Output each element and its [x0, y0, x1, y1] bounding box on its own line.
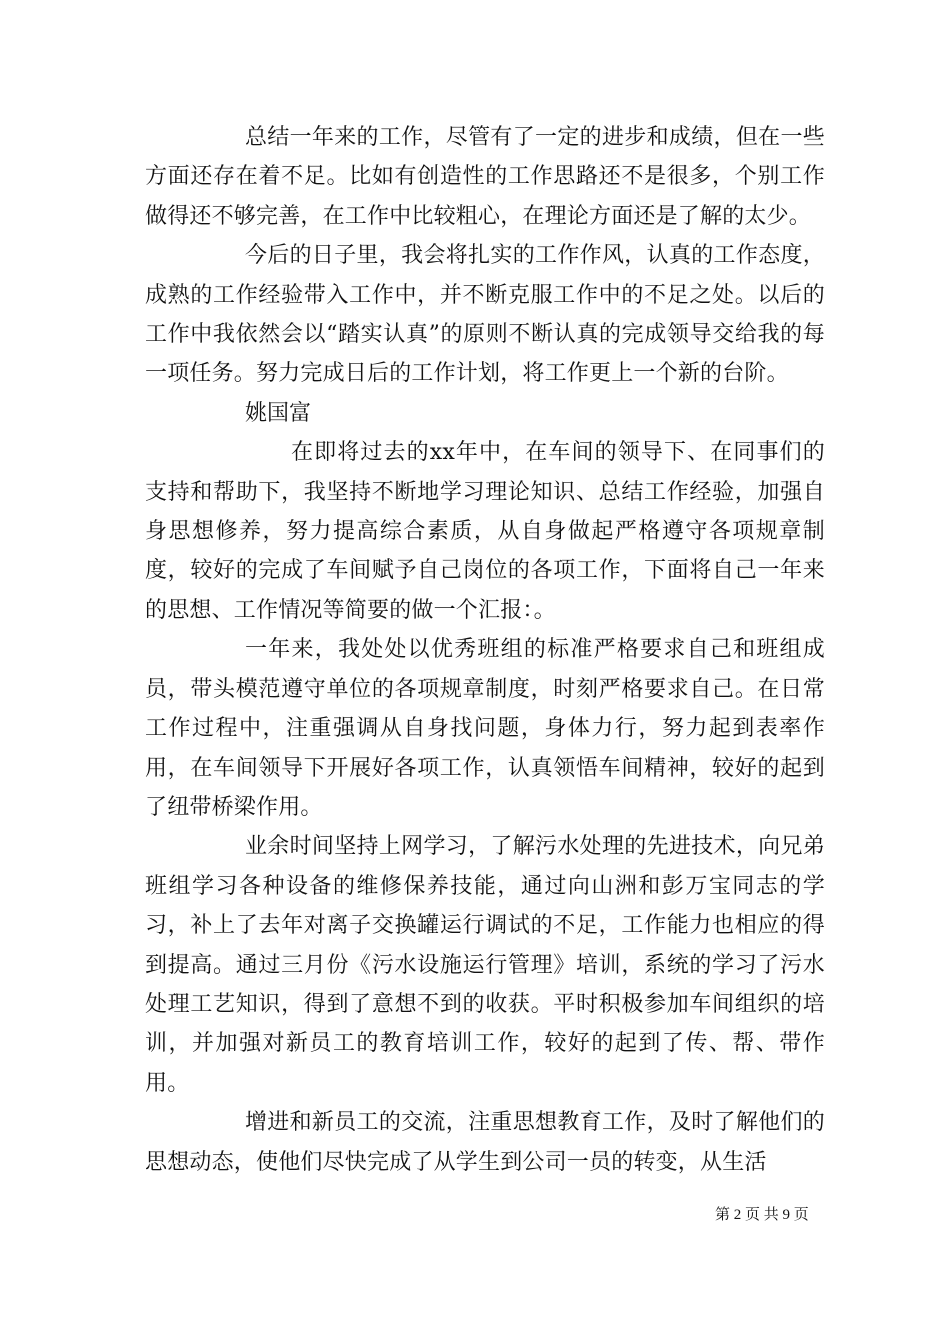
document-body: [145, 118, 825, 1182]
paragraph-future-plans: 今后的日子里，我会将扎实的工作作风，认真的工作态度，成熟的工作经验带入工作中，并不断克服工作中的不足之处。以后的工作中我依然会以“踏实认真”的原则不断认真的完成领导交给我的每一项任务。努力完成日后的工作计划，将工作更上一个新的台阶。: [145, 243, 825, 387]
author-name: 姚国富: [245, 400, 312, 426]
paragraph-intro: 在即将过去的xx年中，在车间的领导下、在同事们的支持和帮助下，我坚持不断地学习理论知识、总结工作经验，加强自身思想修养，努力提高综合素质，从自身做起严格遵守各项规章制度，较好的完成了车间赋予自己岗位的各项工作，下面将自己一年来的思想、工作情况等简要的做一个汇报：。: [145, 440, 825, 623]
paragraph-new-staff: 增进和新员工的交流，注重思想教育工作，及时了解他们的思想动态，使他们尽快完成了从学生到公司一员的转变，从生活: [145, 1110, 825, 1175]
paragraph-learning: 业余时间坚持上网学习，了解污水处理的先进技术，向兄弟班组学习各种设备的维修保养技能，通过向山洲和彭万宝同志的学习，补上了去年对离子交换罐运行调试的不足，工作能力也相应的得到提高。通过三月份《污水设施运行管理》培训，系统的学习了污水处理工艺知识，得到了意想不到的收获。平时积极参加车间组织的培训，并加强对新员工的教育培训工作，较好的起到了传、帮、带作用。: [145, 834, 825, 1096]
page-number-footer: 第 2 页 共 9 页: [715, 1207, 809, 1223]
paragraph-summary: 总结一年来的工作，尽管有了一定的进步和成绩，但在一些方面还存在着不足。比如有创造性的工作思路还不是很多，个别工作做得还不够完善，在工作中比较粗心，在理论方面还是了解的太少。: [145, 125, 825, 229]
paragraph-team-leadership: 一年来，我处处以优秀班组的标准严格要求自己和班组成员，带头模范遵守单位的各项规章制度，时刻严格要求自己。在日常工作过程中，注重强调从自身找问题，身体力行，努力起到表率作用，在车间领导下开展好各项工作，认真领悟车间精神，较好的起到了纽带桥梁作用。: [145, 637, 825, 820]
